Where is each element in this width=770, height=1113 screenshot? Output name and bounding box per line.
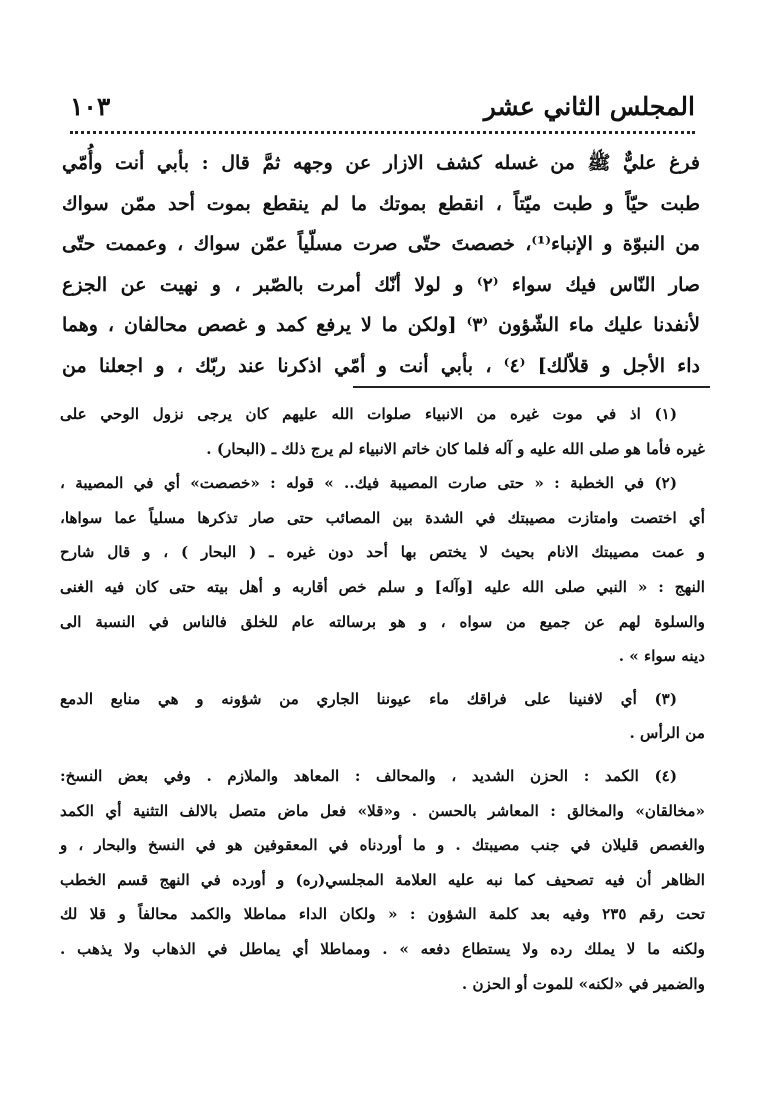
- footnote-line: النهج : « النبي صلى الله عليه [وآله] و سلم خص أقاربه و أهل بيته حتى كان فيه الغنى: [60, 577, 705, 596]
- main-line: فرغ عليٌّ ﷺ من غسله كشف الازار عن وجهه ثمَّ قال : بأبي أنت وأُمّي: [62, 152, 700, 174]
- main-line: لأنفدنا عليك ماء الشّؤون ⁽٣⁾ [ولكن ما لا يرفع كمد و غصص محالفان ، وهما: [62, 314, 700, 336]
- main-text: [62, 143, 700, 386]
- footnote-line: غيره فأما هو صلى الله عليه و آله فلما كان خاتم الانبياء لم يرج ذلك ـ (البحار) .: [206, 439, 705, 458]
- footnote-3: [60, 682, 705, 751]
- footnote-line: (٣) أي لافنينا على فراقك ماء عيوننا الجاري من شؤونه و هي منابع الدمع: [60, 689, 677, 708]
- footnotes: [60, 397, 705, 1001]
- main-line: من النبوّة و الإنباء⁽¹⁾، خصصتَ حتّى صرت مسلّياً عمّن سواك ، وعممت حتّى: [62, 233, 701, 255]
- footnote-line: (٢) في الخطبة : « حتى صارت المصيبة فيك.. » قوله : «خصصت» أي في المصيبة ،: [60, 474, 677, 493]
- footnote-line: والغصص قليلان في جنب مصيبتك . و ما أوردناه في المعقوفين هو في النسخ والبحار ، و: [60, 836, 705, 855]
- footnote-line: الظاهر أن فيه تصحيف كما نبه عليه العلامة المجلسي(ره) و أورده في النهج قسم الخطب: [60, 870, 705, 889]
- footnote-line: ولكنه ما لا يملك رده ولا يستطاع دفعه » . ومماطلا أي يماطل في الذهاب ولا يذهب .: [60, 939, 705, 958]
- footnote-line: من الرأس .: [629, 724, 705, 743]
- chapter-title: المجلس الثاني عشر: [483, 92, 695, 121]
- page-number: ١٠٣: [70, 92, 111, 121]
- footnote-line: (١) اذ في موت غيره من الانبياء صلوات الله عليهم كان يرجى نزول الوحي على: [60, 405, 677, 423]
- footnote-separator: [353, 386, 710, 388]
- footnote-line: و عمت مصيبتك الانام بحيث لا يختص بها أحد دون غيره ـ ( البحار ) ، و قال شارح: [60, 543, 705, 562]
- footnote-line: أي اختصت وامتازت مصيبتك في الشدة بين المصائب حتى صار تذكرها مسلياً عما سواها،: [60, 508, 705, 527]
- footnote-line: دينه سواء » .: [618, 647, 705, 666]
- footnote-line: (٤) الكمد : الحزن الشديد ، والمحالف : المعاهد والملازم . وفي بعض النسخ:: [60, 766, 677, 785]
- footnote-line: والسلوة لهم عن جميع من سواه ، و هو برسالته عام للخلق فالناس في النسبة الى: [60, 612, 705, 631]
- main-line: صار النّاس فيك سواء ⁽٢⁾ و لولا أنّك أمرت بالصّبر ، و نهيت عن الجزع: [62, 273, 700, 296]
- header-divider: [70, 131, 695, 134]
- page-header: [70, 92, 695, 132]
- footnote-line: تحت رقم ٢٣٥ وفيه بعد كلمة الشؤون : « ولكان الداء مماطلا والكمد محالفاً و قلا لك: [60, 905, 705, 924]
- main-line: طبت حيّاً و طبت ميّتاً ، انقطع بموتك ما لم ينقطع بموت أحد ممّن سواك: [62, 192, 700, 215]
- footnote-2: [60, 466, 705, 674]
- footnote-4: [60, 759, 705, 1001]
- footnote-1: [60, 397, 705, 466]
- main-line: داء الأجل و قلاّلك] ⁽٤⁾ ، بأبي أنت و أمّي اذكرنا عند ربّك ، و اجعلنا من: [62, 354, 700, 377]
- footnote-line: والضمير في «لكنه» للموت أو الحزن .: [461, 974, 705, 993]
- footnote-line: «مخالقان» والمخالق : المعاشر بالحسن . و«قلا» فعل ماض متصل بالالف التثنية أي الكمد: [60, 801, 705, 820]
